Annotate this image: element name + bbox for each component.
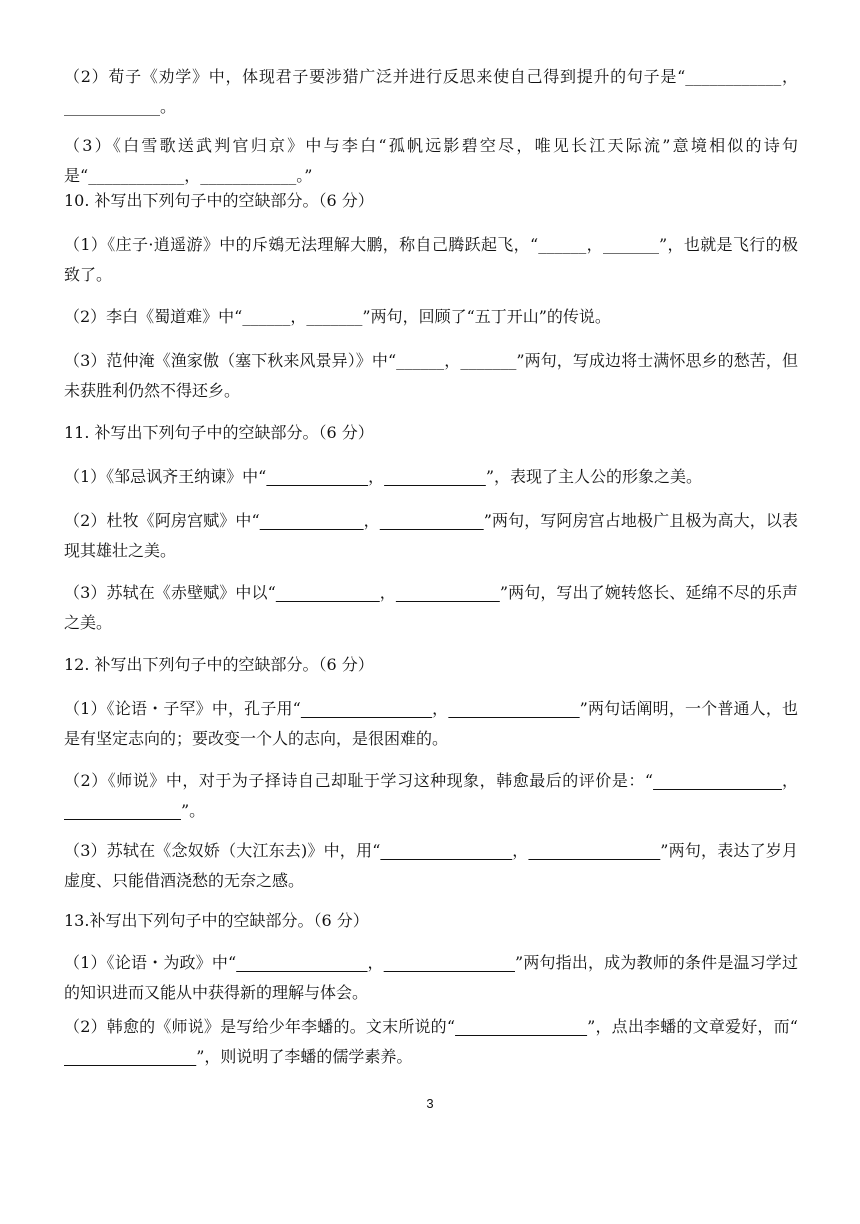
answer-blank[interactable]: ______ [396, 351, 445, 370]
item-text: ， [379, 583, 396, 602]
answer-blank[interactable] [448, 699, 579, 718]
item-text: ”，表现了主人公的形象之美。 [485, 467, 703, 486]
item-text: （1）《论语・子罕》中，孔子用“ [64, 699, 301, 718]
answer-blank[interactable] [236, 953, 367, 972]
answer-blank[interactable] [64, 801, 181, 820]
answer-blank[interactable]: ____________ [200, 166, 297, 185]
item-text: ， [444, 351, 461, 370]
question-10-2 [64, 302, 798, 332]
item-text: ”两句，写出了婉转悠长、延绵不尽的乐声之美。 [64, 583, 798, 632]
question-12-heading: 12. 补写出下列句子中的空缺部分。（6 分） [64, 655, 374, 674]
item-text: ”。 [180, 801, 206, 820]
answer-blank[interactable] [276, 583, 380, 602]
item-text: ， [184, 166, 201, 185]
item-text: ”两句，表达了岁月虚度、只能借酒浇愁的无奈之感。 [64, 841, 798, 890]
item-text: ， [290, 307, 307, 326]
item-text: 。 [160, 97, 177, 116]
item-text: （2）杜牧《阿房宫赋》中“ [64, 511, 260, 530]
item-text: （3）苏轼在《念奴娇（大江东去)》中，用“ [64, 841, 381, 860]
item-text: ”两句，写阿房宫占地极广且极为高大，以表现其雄壮之美。 [64, 511, 798, 560]
item-text: （1）《庄子·逍遥游》中的斥鴳无法理解大鹏，称自己腾跃起飞，“ [64, 235, 539, 254]
item-text: ”两句话阐明，一个普通人，也是有坚定志向的；要改变一个人的志向，是很困难的。 [64, 699, 798, 748]
item-text: ， [432, 699, 449, 718]
answer-blank[interactable] [455, 1017, 587, 1036]
item-text: ， [363, 511, 380, 530]
answer-blank[interactable]: ____________ [88, 166, 185, 185]
item-text: ， [368, 467, 385, 486]
item-text: ， [512, 841, 529, 860]
item-text: （1）《邹忌讽齐王纳谏》中“ [64, 467, 267, 486]
question-11-2 [64, 506, 798, 566]
item-text: （3）苏轼在《赤壁赋》中以“ [64, 583, 276, 602]
question-11-3 [64, 578, 798, 638]
question-13-2 [64, 1012, 798, 1072]
question-11-1 [64, 462, 798, 492]
answer-blank[interactable] [260, 511, 364, 530]
item-text: （2）《师说》中，对于为子择诗自己却耻于学习这种现象，韩愈最后的评价是：“ [64, 771, 654, 790]
answer-blank[interactable]: ______ [538, 235, 587, 254]
answer-blank[interactable] [301, 699, 432, 718]
question-11-heading: 11. 补写出下列句子中的空缺部分。（6 分） [64, 423, 374, 442]
answer-blank[interactable]: _______ [602, 235, 659, 254]
question-10-3 [64, 346, 798, 406]
question-12-3 [64, 836, 798, 896]
question-10-1 [64, 230, 798, 290]
item-text: 。” [296, 166, 313, 185]
answer-blank[interactable] [384, 467, 486, 486]
answer-blank[interactable] [64, 1047, 196, 1066]
question-9-3 [64, 131, 798, 191]
answer-blank[interactable]: ______ [242, 307, 291, 326]
item-text: （2）李白《蜀道难》中“ [64, 307, 243, 326]
answer-blank[interactable]: _______ [306, 307, 363, 326]
item-text: （3）《白雪歌送武判官归京》中与李白“孤帆远影碧空尽，唯见长江天际流”意境相似的诗句是“ [64, 136, 798, 185]
question-12-2 [64, 766, 798, 826]
item-text: （1）《论语・为政》中“ [64, 953, 237, 972]
question-13-1 [64, 948, 798, 1008]
item-text: ”，点出李蟠的文章爱好，而“ [587, 1017, 798, 1036]
answer-blank[interactable] [396, 583, 500, 602]
item-text: ”，则说明了李蟠的儒学素养。 [196, 1047, 413, 1066]
question-12-1 [64, 694, 798, 754]
answer-blank[interactable]: ____________ [685, 67, 782, 86]
item-text: ”两句，回顾了“五丁开山”的传说。 [362, 307, 611, 326]
item-text: （2）韩愈的《师说》是写给少年李蟠的。文末所说的“ [64, 1017, 456, 1036]
item-text: ”两句指出，成为教师的条件是温习学过的知识进而又能从中获得新的理解与体会。 [64, 953, 798, 1002]
item-text: ， [586, 235, 603, 254]
item-text: ， [367, 953, 384, 972]
answer-blank[interactable] [380, 841, 512, 860]
item-text: ”两句，写成边将士满怀思乡的愁苦，但未获胜利仍然不得还乡。 [64, 351, 798, 400]
answer-blank[interactable]: _______ [460, 351, 517, 370]
question-10-heading: 10. 补写出下列句子中的空缺部分。（6 分） [64, 191, 374, 210]
item-text: （3）范仲淹《渔家傲（塞下秋来风景异）》中“ [64, 351, 397, 370]
question-13-heading: 13.补写出下列句子中的空缺部分。（6 分） [64, 911, 369, 930]
answer-blank[interactable] [384, 953, 515, 972]
item-text: （2）荀子《劝学》中，体现君子要涉猎广泛并进行反思来使自己得到提升的句子是“ [64, 67, 686, 86]
item-text: ”，也就是飞行的极致了。 [64, 235, 798, 284]
page-number: 3 [426, 1096, 434, 1111]
answer-blank[interactable] [266, 467, 368, 486]
answer-blank[interactable] [380, 511, 484, 530]
item-text: ， [781, 67, 798, 86]
item-text: ， [781, 771, 798, 790]
answer-blank[interactable] [528, 841, 660, 860]
question-9-2 [64, 62, 798, 122]
answer-blank[interactable] [653, 771, 782, 790]
answer-blank[interactable]: ____________ [64, 97, 160, 116]
